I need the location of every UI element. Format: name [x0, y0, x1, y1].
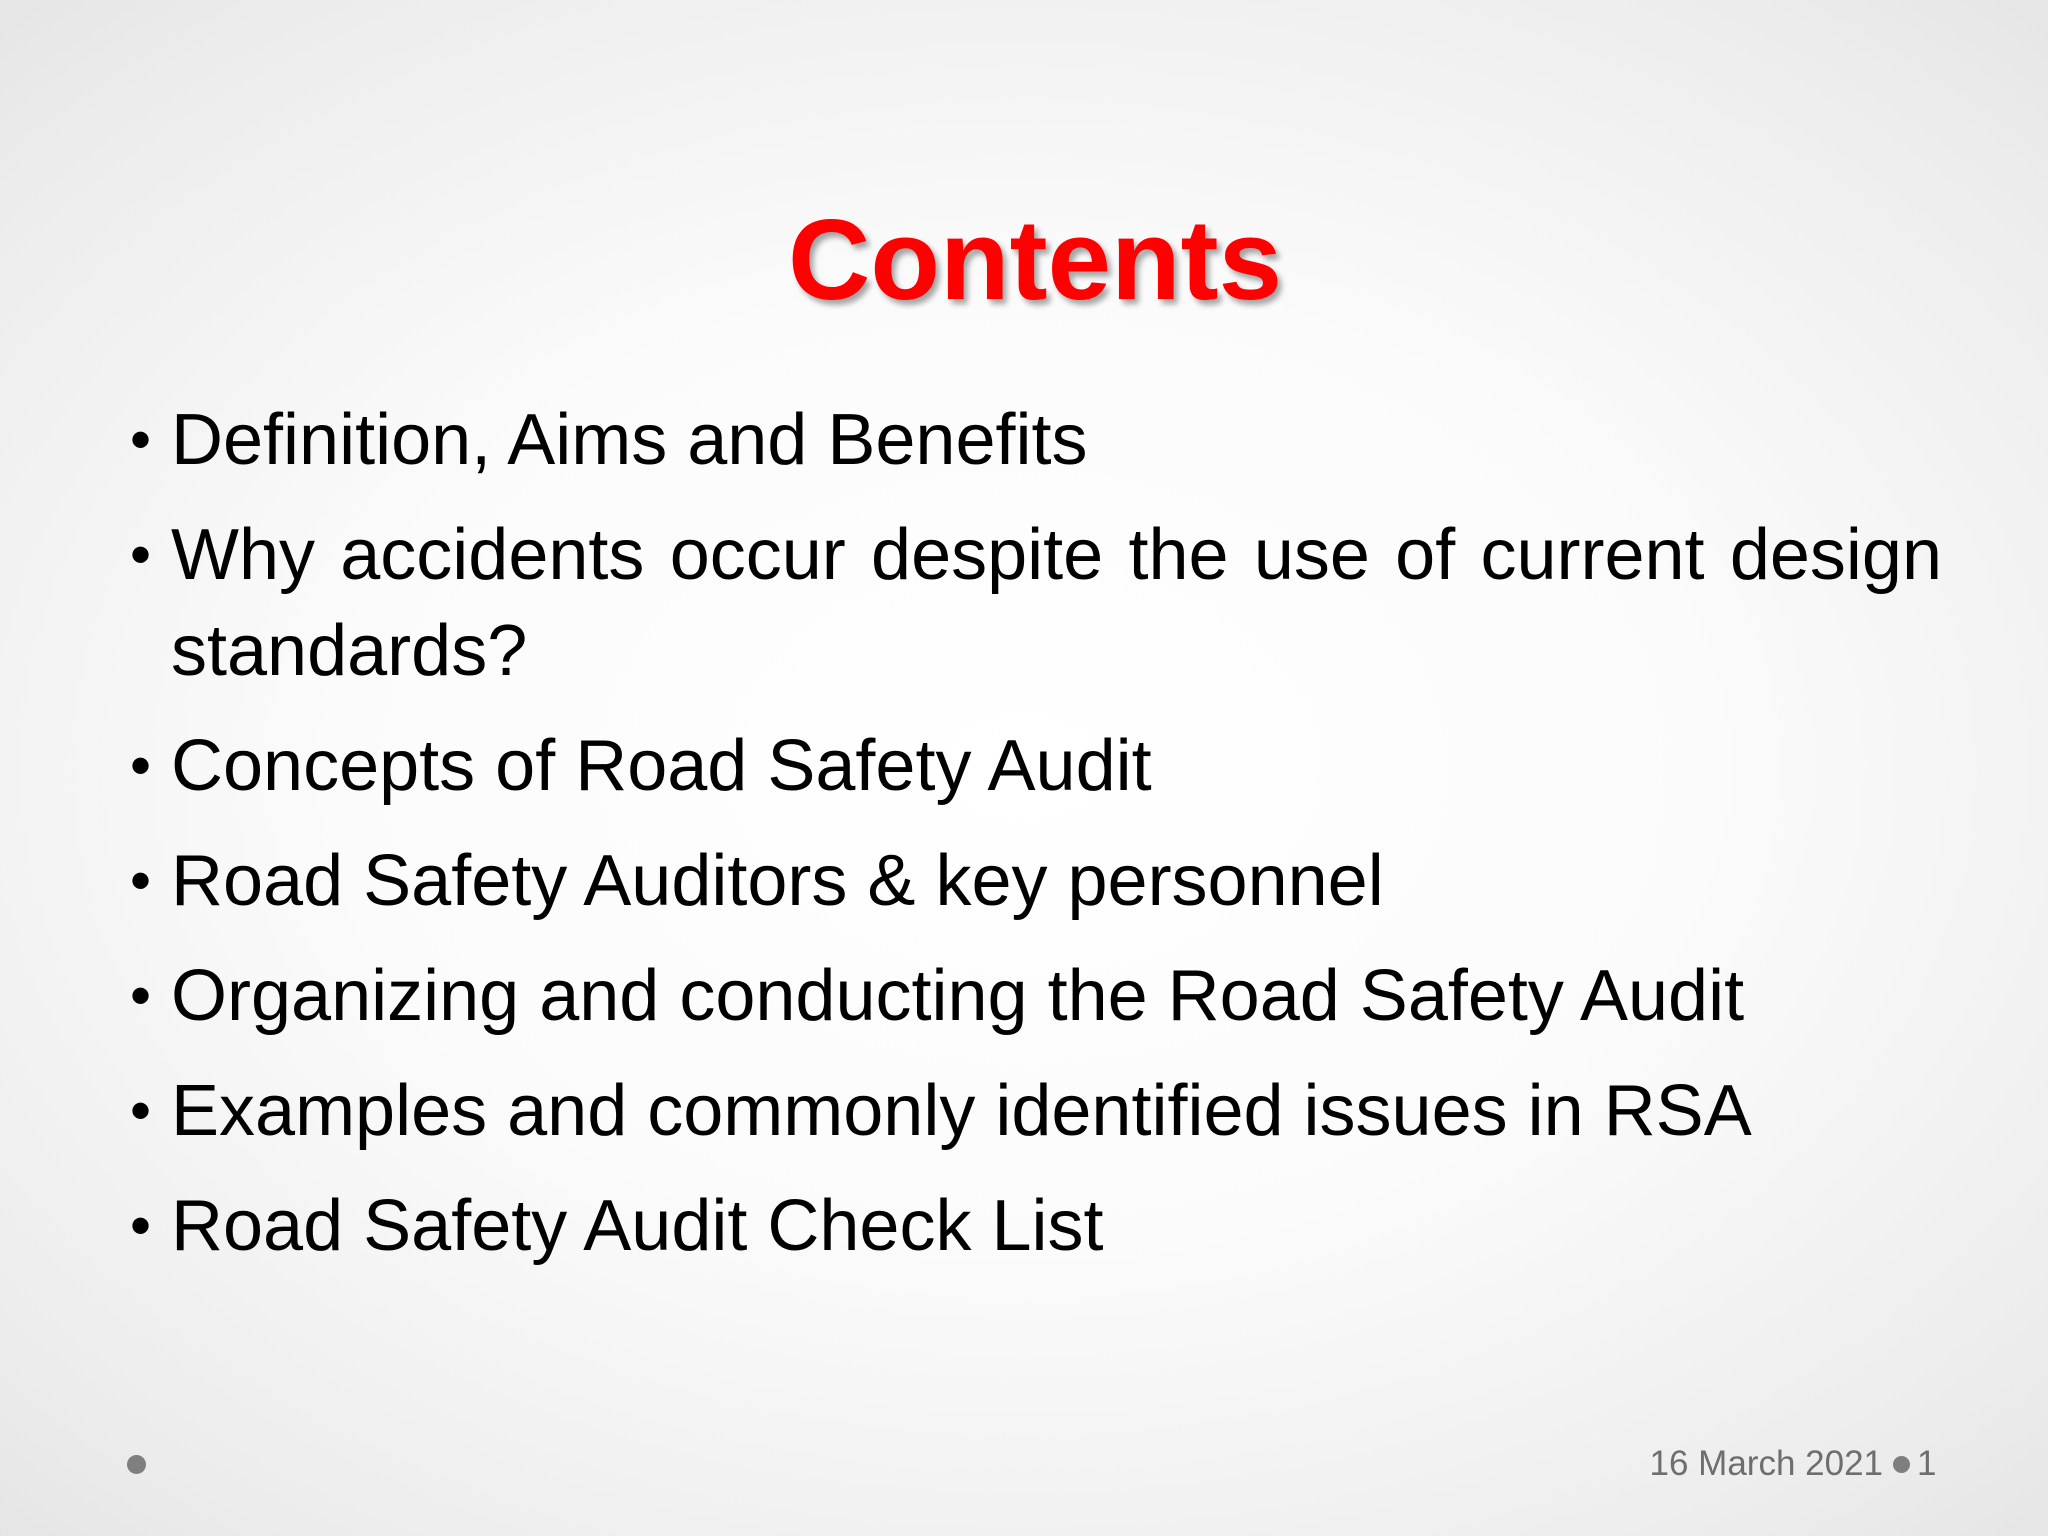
- list-item-text: Why accidents occur despite the use of current design standards?: [171, 515, 1942, 691]
- slide-title: Contents: [788, 197, 1282, 324]
- list-item-text: Examples and commonly identified issues in RSA: [171, 1071, 1752, 1151]
- footer-separator-dot-icon: [1893, 1456, 1910, 1473]
- list-item: [130, 392, 1942, 488]
- footer-date: 16 March 2021: [1649, 1444, 1883, 1483]
- bullet-icon: •: [130, 847, 152, 914]
- list-item-text: Organizing and conducting the Road Safety Audit: [171, 956, 1745, 1036]
- list-item: [130, 718, 1942, 814]
- bullet-icon: •: [130, 406, 152, 473]
- page-number: 1: [1917, 1444, 1937, 1483]
- bullet-icon: •: [130, 732, 152, 799]
- bullet-icon: •: [130, 1077, 152, 1144]
- bullet-icon: •: [130, 521, 152, 588]
- list-item: [130, 1063, 1942, 1159]
- contents-list: [130, 392, 1942, 1293]
- bullet-icon: •: [130, 1192, 152, 1259]
- list-item-text: Concepts of Road Safety Audit: [171, 726, 1152, 806]
- list-item-text: Definition, Aims and Benefits: [171, 400, 1088, 480]
- list-item: [130, 833, 1942, 929]
- list-item-text: Road Safety Auditors & key personnel: [171, 841, 1384, 921]
- list-item: [130, 1178, 1942, 1274]
- footer-dot-icon: [127, 1455, 146, 1474]
- list-item: [130, 948, 1942, 1044]
- list-item: [130, 507, 1942, 699]
- bullet-icon: •: [130, 962, 152, 1029]
- list-item-text: Road Safety Audit Check List: [171, 1186, 1104, 1266]
